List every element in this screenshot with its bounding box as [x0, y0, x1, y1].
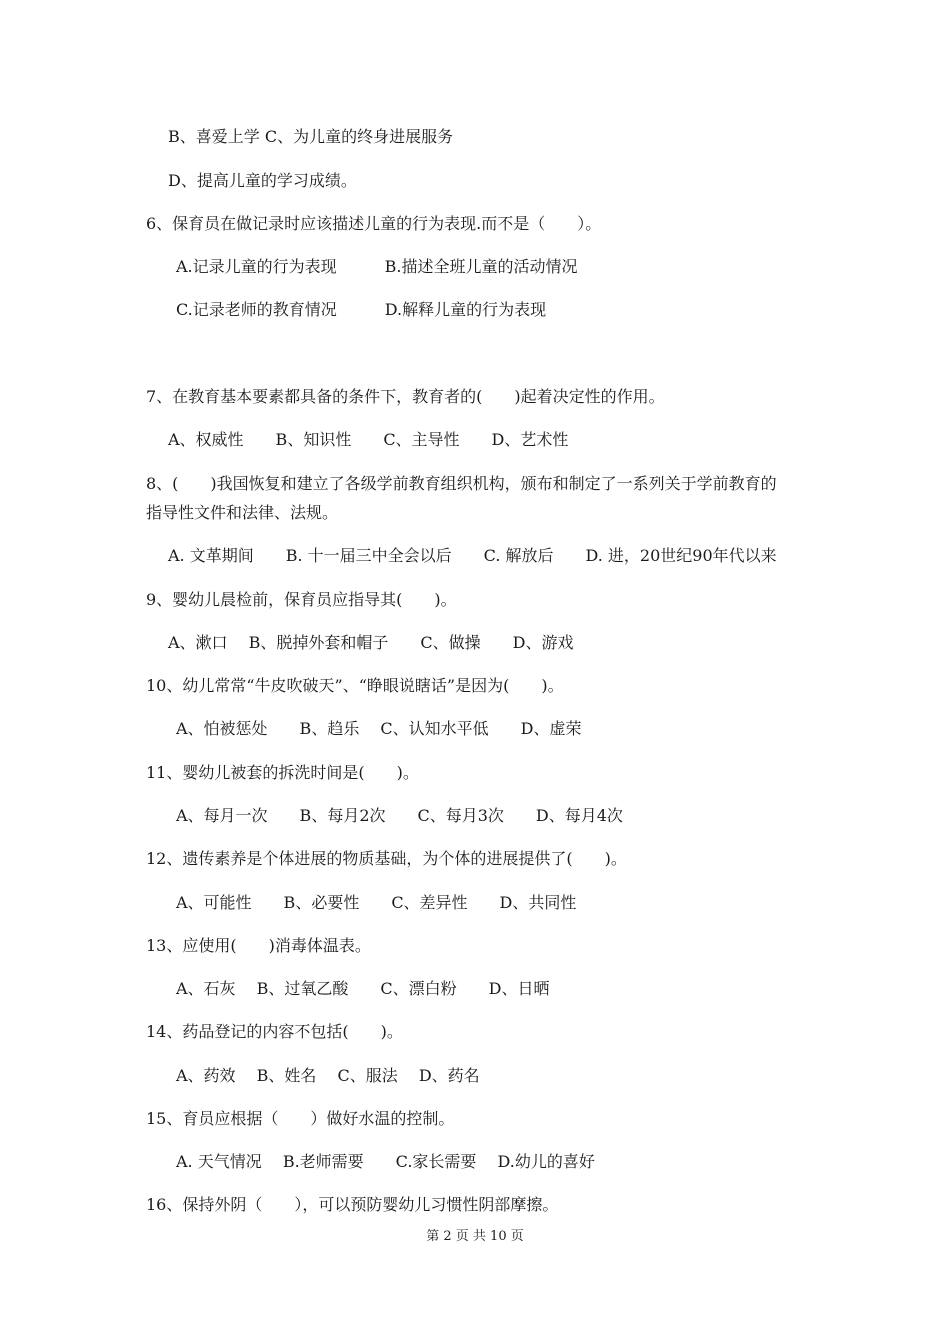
option-line: A、可能性 B、必要性 C、差异性 D、共同性 — [176, 893, 577, 912]
question-8-continued: 指导性文件和法律、法规。 — [146, 503, 339, 522]
option-line: A、药效 B、姓名 C、服法 D、药名 — [176, 1066, 480, 1085]
option-line: D、提高儿童的学习成绩。 — [168, 171, 357, 190]
option-line: A. 天气情况 B.老师需要 C.家长需要 D.幼儿的喜好 — [176, 1152, 595, 1171]
question-8: 8、( )我国恢复和建立了各级学前教育组织机构，颁布和制定了一系列关于学前教育的 — [146, 474, 777, 493]
question-11: 11、婴幼儿被套的拆洗时间是( )。 — [146, 763, 419, 782]
question-13: 13、应使用( )消毒体温表。 — [146, 936, 371, 955]
option-line: A、权威性 B、知识性 C、主导性 D、艺术性 — [168, 430, 569, 449]
question-9: 9、婴幼儿晨检前，保育员应指导其( )。 — [146, 590, 457, 609]
question-7: 7、在教育基本要素都具备的条件下，教育者的( )起着决定性的作用。 — [146, 387, 665, 406]
option-line: C.记录老师的教育情况 D.解释儿童的行为表现 — [176, 300, 547, 319]
question-10: 10、幼儿常常“牛皮吹破天”、“睁眼说瞎话”是因为( )。 — [146, 676, 564, 695]
option-line: A、石灰 B、过氧乙酸 C、漂白粉 D、日晒 — [176, 979, 550, 998]
option-line: A、每月一次 B、每月2次 C、每月3次 D、每月4次 — [176, 806, 623, 825]
question-16: 16、保持外阴（ ），可以预防婴幼儿习惯性阴部摩擦。 — [146, 1195, 559, 1214]
question-6: 6、保育员在做记录时应该描述儿童的行为表现.而不是（ ）。 — [146, 214, 602, 233]
question-15: 15、育员应根据（ ）做好水温的控制。 — [146, 1109, 455, 1128]
option-line: A、漱口 B、脱掉外套和帽子 C、做操 D、游戏 — [168, 633, 574, 652]
page-footer: 第 2 页 共 10 页 — [426, 1229, 524, 1244]
question-14: 14、药品登记的内容不包括( )。 — [146, 1022, 403, 1041]
option-line: A.记录儿童的行为表现 B.描述全班儿童的活动情况 — [176, 257, 578, 276]
question-12: 12、遗传素养是个体进展的物质基础，为个体的进展提供了( )。 — [146, 849, 627, 868]
option-line: B、喜爱上学 C、为儿童的终身进展服务 — [168, 127, 454, 146]
option-line: A、怕被惩处 B、趋乐 C、认知水平低 D、虚荣 — [176, 719, 582, 738]
option-line: A. 文革期间 B. 十一届三中全会以后 C. 解放后 D. 进，20世纪90年代以来 — [168, 546, 777, 565]
